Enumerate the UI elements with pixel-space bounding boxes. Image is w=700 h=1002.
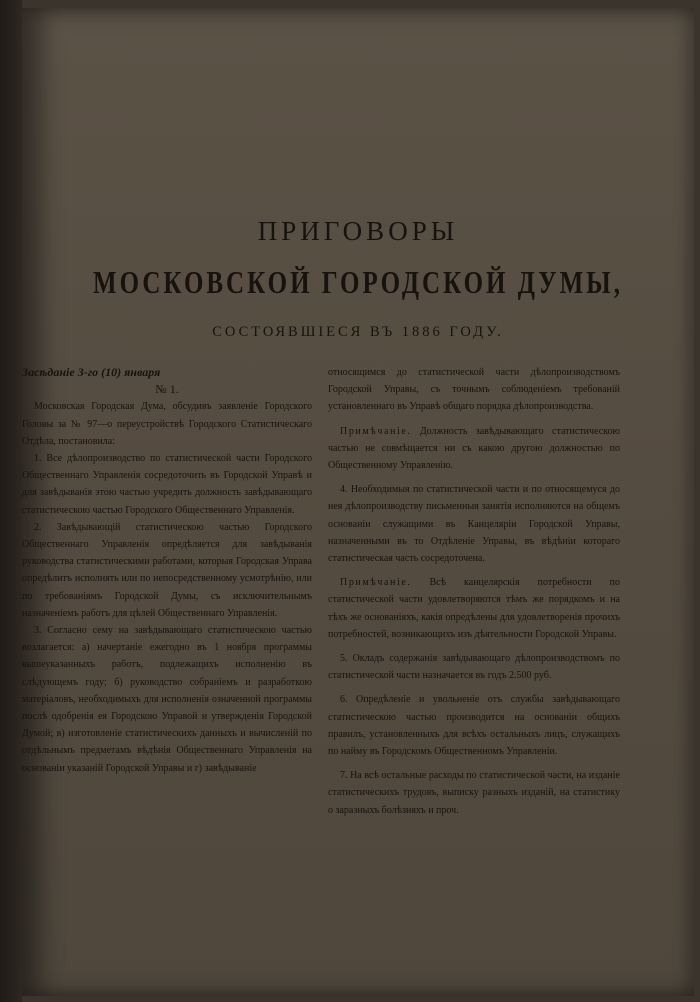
note-2-text: Всѣ канцелярскія потребности по статистической части удовлетворяются тѣмъ же порядкомъ и на тѣхъ же основаніяхъ, какія опредѣлены для удовлетворенія прочихъ потребностей, возникающихъ изъ дѣятельности Городской Управы.: [328, 577, 620, 640]
preamble-paragraph: Московская Городская Дума, обсудивъ заявленіе Городского Головы за № 97—о переустройствѣ Городского Статистическаго Отдѣла, постановила:: [22, 401, 312, 447]
paragraph-3: 3. Согласно сему на завѣдывающаго статистическою частью возлагается: а) начертаніе ежегодно въ 1 ноября программы вышеуказанныхъ работъ, подлежащихъ исполненію въ слѣдующемъ году; б) руководство собраніемъ и разработкою матеріаловъ, необходимыхъ для исполненія означенной программы послѣ одобренія ея Городскою Управой и утвержденія Городской Думой; в) изготовленіе статистическихъ данныхъ и вычисленій по отдѣльнымъ предметамъ вѣдѣнія Общественнаго Управленія на основаніи указаній Городской Управы и г) завѣдываніе: [22, 625, 312, 774]
title-line-3: СОСТОЯВШІЕСЯ ВЪ 1886 ГОДУ.: [212, 324, 504, 340]
note-2: [328, 574, 620, 643]
book-spine-shadow: [0, 0, 22, 1002]
left-column: [22, 364, 312, 777]
paragraph-2: 2. Завѣдывающій статистическою частью Городского Общественнаго Управленія опредѣляется для завѣдыванія руководства статистическими работами, которыя Городская Управа опредѣлитъ исполнять или по непосредственному усмотрѣнію, или по требованіямъ Городской Думы, съ исключительнымъ назначеніемъ работъ для цѣлей Общественнаго Управленія.: [22, 521, 312, 619]
book-page: [22, 8, 694, 996]
resolution-number: № 1.: [155, 382, 179, 397]
paragraph-1: 1. Все дѣлопроизводство по статистической части Городского Общественнаго Управленія сосредоточить въ Городской Управѣ и для завѣдыванія этою частью учредить должность завѣдывающаго статистическою частью Городского Общественнаго Управленія.: [22, 453, 312, 516]
title-line-1: ПРИГОВОРЫ: [257, 216, 459, 246]
note-1: [328, 423, 620, 475]
paragraph-5: 5. Окладъ содержанія завѣдывающаго дѣлопроизводствомъ по статистической части назначается въ годъ 2.500 руб.: [328, 653, 620, 682]
continuation-paragraph: относящимся до статистической части дѣлопроизводствомъ Городской Управы, съ точнымъ соблюденіемъ требованій установленнаго въ Управѣ общаго порядка дѣлопроизводства.: [328, 367, 620, 413]
note-1-label: Примѣчаніе.: [340, 425, 412, 437]
paragraph-4: 4. Необходимыя по статистической части и по относящемуся до нея дѣлопроизводству письменныя занятія исполняются на общемъ основаніи служащими въ Канцеляріи Городской Управы, назначенными въ то Отдѣленіе Управы, въ вѣдѣніи котораго статистическая часть сосредоточена.: [328, 484, 620, 565]
right-column: [328, 364, 620, 819]
paragraph-7: 7. На всѣ остальные расходы по статистической части, на изданіе статистическихъ трудовъ, выписку разныхъ изданій, на статистику о заразныхъ болѣзняхъ и проч.: [328, 770, 620, 816]
paragraph-6: 6. Опредѣленіе и увольненіе отъ службы завѣдывающаго статистическою частью производится на основаніи общихъ правилъ, установленныхъ для всѣхъ остальныхъ лицъ, служащихъ по найму въ Городскомъ Общественномъ Управленіи.: [328, 694, 620, 758]
note-2-label: Примѣчаніе.: [340, 577, 412, 589]
note-1-text: Должность завѣдывающаго статистическою частью не совмѣщается ни съ какою другою должностью по Общественному Управленію.: [328, 425, 620, 472]
title-line-2: МОСКОВСКОЙ ГОРОДСКОЙ ДУМЫ,: [93, 266, 623, 301]
session-heading: Засѣданіе 3-го (10) января: [22, 365, 161, 379]
